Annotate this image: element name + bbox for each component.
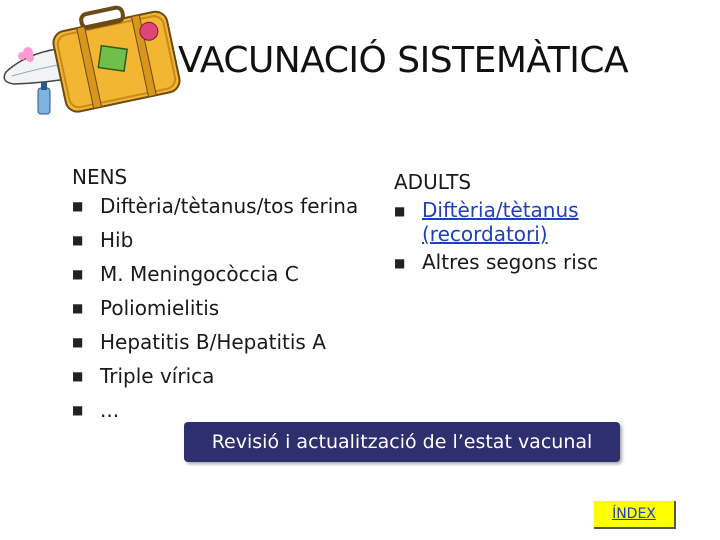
adults-column: [394, 170, 598, 278]
square-bullet-icon: ■: [72, 369, 84, 383]
diphtheria-tetanus-link[interactable]: Diftèria/tètanus (recordatori): [422, 198, 579, 246]
square-bullet-icon: ■: [394, 204, 406, 218]
index-link-button[interactable]: ÍNDEX: [594, 501, 676, 529]
square-bullet-icon: ■: [72, 267, 84, 281]
list-item: ■ Hib: [72, 223, 358, 257]
slide-title: VACUNACIÓ SISTEMÀTICA: [178, 40, 629, 81]
square-bullet-icon: ■: [72, 301, 84, 315]
square-bullet-icon: ■: [72, 199, 84, 213]
children-vaccine-list: [72, 189, 358, 427]
list-item: ■ Diftèria/tètanus/tos ferina: [72, 189, 358, 223]
adults-vaccine-list: [394, 194, 598, 278]
children-heading: NENS: [72, 165, 128, 189]
children-column: [72, 165, 358, 427]
list-item: [394, 194, 598, 246]
list-item: ■ Altres segons risc: [394, 246, 598, 278]
review-banner-button[interactable]: Revisió i actualització de l’estat vacunal: [184, 422, 620, 462]
list-item: ■ Poliomielitis: [72, 291, 358, 325]
square-bullet-icon: ■: [72, 335, 84, 349]
square-bullet-icon: ■: [72, 233, 84, 247]
square-bullet-icon: ■: [72, 403, 84, 417]
square-bullet-icon: ■: [394, 256, 406, 270]
list-item: ■ M. Meningocòccia C: [72, 257, 358, 291]
list-item: ■ ...: [72, 393, 358, 427]
list-item: ■ Triple vírica: [72, 359, 358, 393]
list-item: ■ Hepatitis B/Hepatitis A: [72, 325, 358, 359]
adults-heading: ADULTS: [394, 170, 472, 194]
suitcase-clipart-icon: [0, 0, 200, 130]
